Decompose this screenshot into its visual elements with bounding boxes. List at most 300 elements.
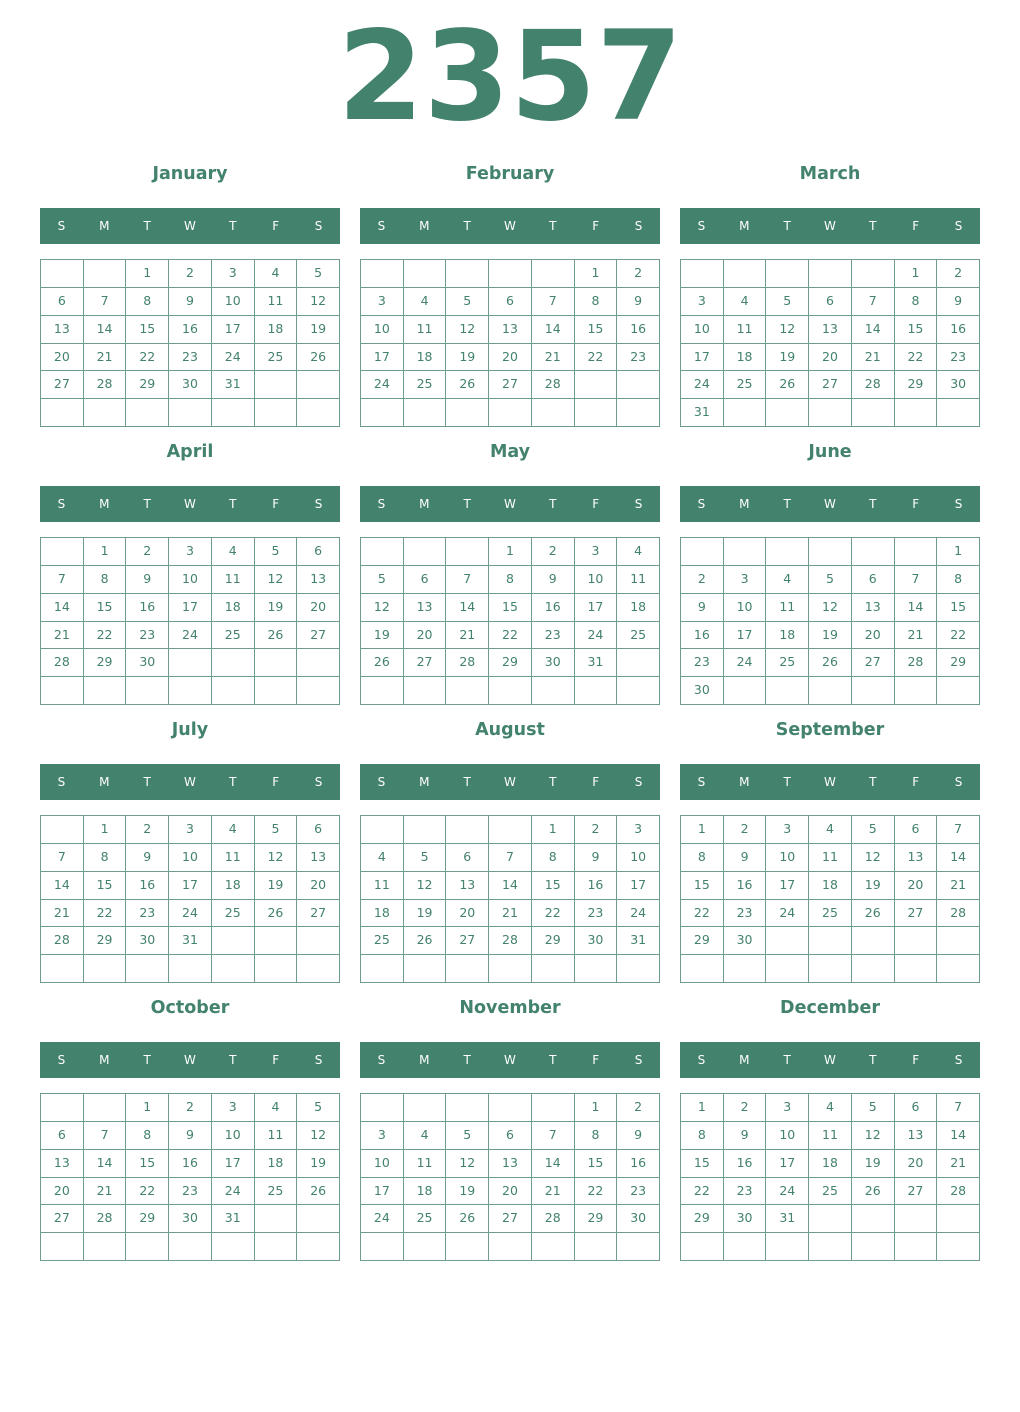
day-cell: 22	[681, 900, 724, 928]
day-cell: 21	[41, 900, 84, 928]
weekday-label: T	[463, 1053, 471, 1067]
day-cell: 5	[297, 260, 340, 288]
day-cell: 9	[169, 1122, 212, 1150]
empty-cell	[489, 1233, 532, 1261]
day-cell: 15	[575, 1150, 618, 1178]
day-cell: 17	[766, 1150, 809, 1178]
day-cell: 4	[255, 260, 298, 288]
day-cell: 28	[489, 927, 532, 955]
day-cell: 22	[937, 622, 980, 650]
weekday-label: T	[143, 219, 151, 233]
month-june	[680, 436, 980, 705]
empty-cell	[446, 260, 489, 288]
weekday-header	[360, 1042, 660, 1078]
day-cell: 11	[809, 1122, 852, 1150]
day-cell: 15	[84, 594, 127, 622]
day-cell: 29	[126, 1205, 169, 1233]
day-cell: 30	[126, 649, 169, 677]
empty-cell	[724, 1233, 767, 1261]
day-cell: 24	[724, 649, 767, 677]
day-cell: 18	[212, 594, 255, 622]
day-cell: 4	[809, 816, 852, 844]
day-cell: 16	[617, 316, 660, 344]
weekday-label: F	[592, 1053, 600, 1067]
day-cell: 26	[809, 649, 852, 677]
empty-cell	[41, 260, 84, 288]
empty-cell	[809, 1233, 852, 1261]
empty-cell	[446, 538, 489, 566]
empty-cell	[809, 399, 852, 427]
day-cell: 20	[446, 900, 489, 928]
day-cell: 25	[766, 649, 809, 677]
empty-cell	[361, 399, 404, 427]
day-cell: 18	[809, 1150, 852, 1178]
day-cell: 22	[575, 344, 618, 372]
day-cell: 24	[212, 1178, 255, 1206]
day-cell: 11	[404, 1150, 447, 1178]
day-cell: 1	[681, 816, 724, 844]
day-cell: 3	[724, 566, 767, 594]
day-grid	[680, 259, 980, 427]
day-cell: 30	[169, 1205, 212, 1233]
empty-cell	[852, 1205, 895, 1233]
empty-cell	[809, 955, 852, 983]
empty-cell	[41, 955, 84, 983]
weekday-label: M	[739, 1053, 750, 1067]
weekday-label: S	[314, 775, 323, 789]
weekday-header	[680, 764, 980, 800]
day-cell: 3	[617, 816, 660, 844]
weekday-label: S	[314, 497, 323, 511]
month-name: May	[489, 442, 531, 462]
day-cell: 4	[724, 288, 767, 316]
day-cell: 29	[489, 649, 532, 677]
weekday-label: S	[634, 775, 643, 789]
day-cell: 2	[617, 260, 660, 288]
weekday-label: S	[57, 219, 66, 233]
empty-cell	[169, 955, 212, 983]
empty-cell	[895, 927, 938, 955]
day-cell: 5	[297, 1094, 340, 1122]
day-cell: 21	[937, 1150, 980, 1178]
day-cell: 16	[575, 872, 618, 900]
empty-cell	[489, 816, 532, 844]
empty-cell	[41, 538, 84, 566]
weekday-header	[680, 1042, 980, 1078]
weekday-label: T	[229, 497, 237, 511]
day-cell: 8	[126, 1122, 169, 1150]
day-cell: 16	[724, 1150, 767, 1178]
day-cell: 12	[255, 844, 298, 872]
weekday-label: T	[143, 775, 151, 789]
weekday-label: T	[783, 497, 791, 511]
day-cell: 10	[361, 1150, 404, 1178]
day-cell: 15	[126, 1150, 169, 1178]
month-name: June	[808, 442, 852, 462]
day-cell: 26	[297, 344, 340, 372]
day-cell: 17	[361, 1178, 404, 1206]
day-cell: 20	[489, 344, 532, 372]
weekday-label: S	[697, 219, 706, 233]
day-cell: 18	[404, 1178, 447, 1206]
empty-cell	[575, 371, 618, 399]
day-cell: 28	[937, 1178, 980, 1206]
day-cell: 9	[126, 566, 169, 594]
day-cell: 1	[575, 1094, 618, 1122]
day-cell: 22	[895, 344, 938, 372]
day-cell: 1	[895, 260, 938, 288]
day-cell: 29	[84, 649, 127, 677]
day-cell: 11	[212, 844, 255, 872]
day-cell: 21	[532, 344, 575, 372]
day-cell: 17	[169, 594, 212, 622]
day-cell: 31	[617, 927, 660, 955]
weekday-label: W	[824, 1053, 836, 1067]
day-cell: 7	[937, 816, 980, 844]
day-cell: 4	[809, 1094, 852, 1122]
day-cell: 21	[41, 622, 84, 650]
month-november	[360, 992, 660, 1261]
day-cell: 29	[575, 1205, 618, 1233]
month-december	[680, 992, 980, 1261]
day-cell: 15	[532, 872, 575, 900]
empty-cell	[361, 538, 404, 566]
weekday-label: T	[463, 775, 471, 789]
empty-cell	[937, 399, 980, 427]
day-cell: 22	[575, 1178, 618, 1206]
empty-cell	[212, 677, 255, 705]
day-cell: 23	[532, 622, 575, 650]
day-cell: 24	[361, 1205, 404, 1233]
day-cell: 7	[446, 566, 489, 594]
empty-cell	[852, 399, 895, 427]
day-cell: 13	[41, 316, 84, 344]
day-cell: 11	[809, 844, 852, 872]
day-cell: 2	[681, 566, 724, 594]
month-may	[360, 436, 660, 705]
day-cell: 5	[404, 844, 447, 872]
day-cell: 12	[852, 1122, 895, 1150]
weekday-header	[360, 208, 660, 244]
empty-cell	[766, 260, 809, 288]
day-cell: 24	[681, 371, 724, 399]
empty-cell	[766, 1233, 809, 1261]
day-cell: 3	[212, 260, 255, 288]
empty-cell	[895, 538, 938, 566]
day-cell: 30	[937, 371, 980, 399]
day-cell: 11	[255, 1122, 298, 1150]
empty-cell	[212, 399, 255, 427]
day-cell: 6	[297, 816, 340, 844]
empty-cell	[212, 927, 255, 955]
day-cell: 26	[446, 1205, 489, 1233]
day-grid	[40, 1093, 340, 1261]
day-cell: 6	[41, 288, 84, 316]
day-cell: 12	[255, 566, 298, 594]
day-cell: 14	[84, 1150, 127, 1178]
day-cell: 28	[852, 371, 895, 399]
weekday-label: W	[824, 219, 836, 233]
day-cell: 26	[852, 1178, 895, 1206]
day-cell: 3	[766, 1094, 809, 1122]
day-cell: 7	[937, 1094, 980, 1122]
day-cell: 26	[446, 371, 489, 399]
month-name: March	[799, 164, 861, 184]
day-cell: 4	[766, 566, 809, 594]
weekday-label: S	[954, 219, 963, 233]
day-cell: 19	[404, 900, 447, 928]
empty-cell	[446, 1233, 489, 1261]
weekday-label: S	[954, 1053, 963, 1067]
empty-cell	[489, 955, 532, 983]
day-cell: 30	[617, 1205, 660, 1233]
day-cell: 26	[297, 1178, 340, 1206]
empty-cell	[255, 677, 298, 705]
day-cell: 7	[41, 844, 84, 872]
day-cell: 30	[681, 677, 724, 705]
empty-cell	[681, 1233, 724, 1261]
day-cell: 10	[766, 844, 809, 872]
day-cell: 9	[532, 566, 575, 594]
empty-cell	[681, 955, 724, 983]
day-cell: 16	[724, 872, 767, 900]
day-cell: 29	[126, 371, 169, 399]
weekday-label: M	[739, 775, 750, 789]
empty-cell	[575, 677, 618, 705]
day-cell: 16	[937, 316, 980, 344]
empty-cell	[404, 1233, 447, 1261]
month-name: September	[775, 720, 885, 740]
empty-cell	[169, 1233, 212, 1261]
day-cell: 24	[361, 371, 404, 399]
day-cell: 21	[489, 900, 532, 928]
day-cell: 3	[212, 1094, 255, 1122]
day-cell: 23	[126, 900, 169, 928]
day-cell: 14	[937, 844, 980, 872]
weekday-label: M	[419, 1053, 430, 1067]
day-cell: 6	[489, 1122, 532, 1150]
weekday-header	[680, 486, 980, 522]
day-cell: 2	[724, 816, 767, 844]
empty-cell	[809, 677, 852, 705]
day-cell: 2	[532, 538, 575, 566]
empty-cell	[852, 1233, 895, 1261]
day-cell: 10	[212, 288, 255, 316]
day-cell: 21	[84, 1178, 127, 1206]
day-cell: 6	[895, 816, 938, 844]
day-cell: 5	[255, 538, 298, 566]
day-cell: 10	[212, 1122, 255, 1150]
day-cell: 2	[126, 816, 169, 844]
weekday-label: S	[634, 497, 643, 511]
empty-cell	[446, 399, 489, 427]
day-cell: 17	[681, 344, 724, 372]
day-cell: 5	[766, 288, 809, 316]
day-cell: 25	[404, 371, 447, 399]
empty-cell	[895, 399, 938, 427]
empty-cell	[532, 677, 575, 705]
day-cell: 20	[404, 622, 447, 650]
day-cell: 25	[724, 371, 767, 399]
day-cell: 3	[169, 816, 212, 844]
day-cell: 17	[724, 622, 767, 650]
day-cell: 9	[169, 288, 212, 316]
empty-cell	[532, 399, 575, 427]
empty-cell	[575, 955, 618, 983]
day-cell: 3	[575, 538, 618, 566]
empty-cell	[84, 955, 127, 983]
day-cell: 28	[41, 927, 84, 955]
day-cell: 5	[255, 816, 298, 844]
day-cell: 31	[681, 399, 724, 427]
day-cell: 5	[446, 1122, 489, 1150]
day-cell: 12	[766, 316, 809, 344]
empty-cell	[895, 955, 938, 983]
weekday-label: M	[419, 219, 430, 233]
day-cell: 28	[532, 371, 575, 399]
weekday-label: T	[549, 775, 557, 789]
day-cell: 13	[895, 844, 938, 872]
day-cell: 21	[852, 344, 895, 372]
day-cell: 6	[489, 288, 532, 316]
day-cell: 14	[84, 316, 127, 344]
empty-cell	[532, 955, 575, 983]
weekday-label: S	[57, 497, 66, 511]
day-cell: 23	[169, 1178, 212, 1206]
day-cell: 5	[809, 566, 852, 594]
day-cell: 25	[809, 900, 852, 928]
day-cell: 29	[895, 371, 938, 399]
month-name: December	[780, 998, 880, 1018]
day-cell: 2	[937, 260, 980, 288]
day-cell: 10	[169, 844, 212, 872]
day-cell: 25	[255, 1178, 298, 1206]
empty-cell	[404, 399, 447, 427]
empty-cell	[446, 816, 489, 844]
day-cell: 25	[809, 1178, 852, 1206]
day-cell: 14	[489, 872, 532, 900]
day-cell: 4	[404, 1122, 447, 1150]
day-cell: 13	[895, 1122, 938, 1150]
day-cell: 21	[532, 1178, 575, 1206]
day-cell: 30	[532, 649, 575, 677]
day-cell: 29	[681, 927, 724, 955]
day-cell: 6	[852, 566, 895, 594]
empty-cell	[361, 1233, 404, 1261]
month-july	[40, 714, 340, 983]
weekday-label: F	[912, 1053, 920, 1067]
day-cell: 12	[404, 872, 447, 900]
day-cell: 23	[681, 649, 724, 677]
day-cell: 1	[84, 816, 127, 844]
empty-cell	[809, 927, 852, 955]
day-cell: 24	[169, 900, 212, 928]
day-cell: 3	[361, 1122, 404, 1150]
weekday-label: W	[184, 497, 196, 511]
empty-cell	[41, 399, 84, 427]
weekday-label: S	[314, 219, 323, 233]
weekday-header	[40, 208, 340, 244]
day-cell: 4	[404, 288, 447, 316]
day-cell: 3	[766, 816, 809, 844]
day-grid	[360, 537, 660, 705]
weekday-label: M	[419, 775, 430, 789]
day-cell: 22	[126, 1178, 169, 1206]
day-cell: 30	[575, 927, 618, 955]
day-cell: 10	[724, 594, 767, 622]
weekday-label: M	[739, 219, 750, 233]
weekday-label: S	[697, 1053, 706, 1067]
day-cell: 25	[361, 927, 404, 955]
day-cell: 16	[169, 1150, 212, 1178]
weekday-header	[40, 1042, 340, 1078]
empty-cell	[809, 538, 852, 566]
day-cell: 19	[852, 1150, 895, 1178]
empty-cell	[126, 677, 169, 705]
day-cell: 25	[212, 622, 255, 650]
day-cell: 12	[297, 1122, 340, 1150]
day-cell: 3	[169, 538, 212, 566]
weekday-label: T	[229, 775, 237, 789]
day-cell: 8	[489, 566, 532, 594]
weekday-label: T	[463, 219, 471, 233]
weekday-label: F	[272, 1053, 280, 1067]
day-cell: 14	[532, 1150, 575, 1178]
empty-cell	[617, 955, 660, 983]
day-cell: 21	[446, 622, 489, 650]
day-grid	[40, 259, 340, 427]
weekday-label: W	[504, 219, 516, 233]
day-cell: 14	[446, 594, 489, 622]
empty-cell	[404, 538, 447, 566]
empty-cell	[255, 371, 298, 399]
empty-cell	[41, 1094, 84, 1122]
day-cell: 28	[84, 1205, 127, 1233]
day-cell: 9	[937, 288, 980, 316]
day-cell: 31	[575, 649, 618, 677]
day-cell: 4	[212, 816, 255, 844]
day-cell: 7	[84, 1122, 127, 1150]
day-cell: 16	[169, 316, 212, 344]
empty-cell	[84, 1094, 127, 1122]
empty-cell	[489, 1094, 532, 1122]
day-cell: 19	[297, 1150, 340, 1178]
empty-cell	[852, 955, 895, 983]
day-cell: 19	[766, 344, 809, 372]
day-cell: 23	[724, 900, 767, 928]
weekday-label: M	[419, 497, 430, 511]
empty-cell	[532, 1233, 575, 1261]
day-cell: 25	[212, 900, 255, 928]
weekday-label: F	[912, 775, 920, 789]
weekday-label: T	[869, 219, 877, 233]
day-cell: 20	[852, 622, 895, 650]
month-name: April	[166, 442, 214, 462]
weekday-label: S	[634, 219, 643, 233]
day-cell: 29	[937, 649, 980, 677]
empty-cell	[297, 371, 340, 399]
day-cell: 23	[575, 900, 618, 928]
day-cell: 23	[724, 1178, 767, 1206]
day-cell: 7	[41, 566, 84, 594]
day-cell: 6	[809, 288, 852, 316]
day-cell: 26	[255, 900, 298, 928]
day-cell: 15	[895, 316, 938, 344]
empty-cell	[937, 955, 980, 983]
empty-cell	[126, 1233, 169, 1261]
empty-cell	[255, 955, 298, 983]
day-cell: 2	[169, 1094, 212, 1122]
